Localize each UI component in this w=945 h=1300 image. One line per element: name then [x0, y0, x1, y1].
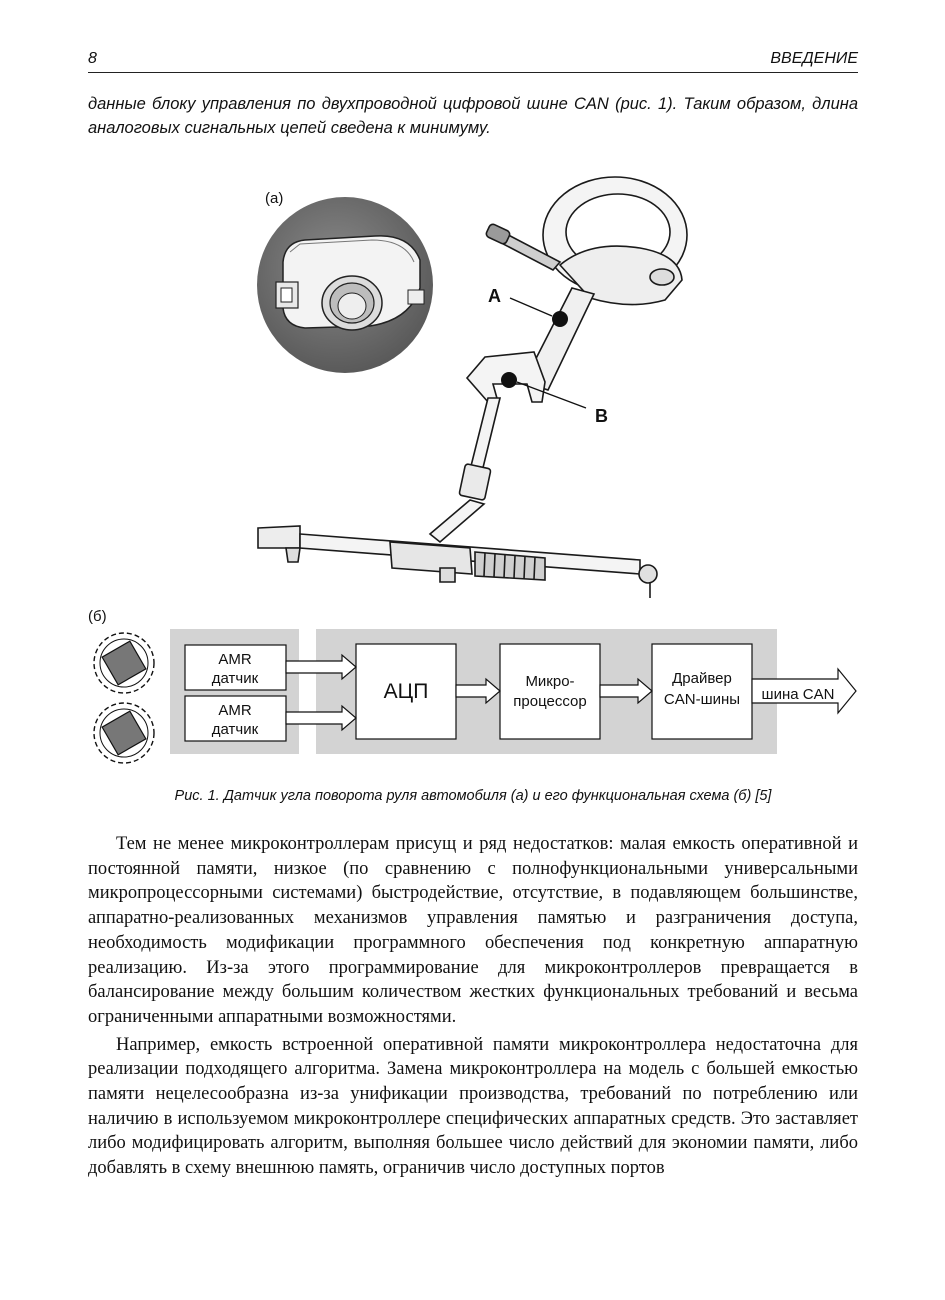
can-driver-line1: Драйвер — [672, 670, 732, 687]
figure-1 — [0, 170, 945, 810]
microprocessor-line1: Микро- — [525, 673, 575, 690]
microprocessor-line2: процессор — [513, 693, 587, 710]
can-bus-label: шина CAN — [761, 686, 835, 703]
figure-drawing — [0, 170, 945, 810]
point-a-label: A — [488, 286, 501, 306]
intro-paragraph: данные блоку управления по двухпроводной цифровой шине CAN (рис. 1). Таким образом, длина аналоговых сигнальных цепей сведена к минимуму. — [88, 95, 858, 137]
body-text — [88, 832, 858, 1184]
point-a-marker — [552, 311, 568, 327]
label-b: (б) — [88, 608, 107, 625]
chip-icon — [94, 703, 154, 763]
running-header — [88, 48, 858, 73]
amr-sensor-2-line2: датчик — [211, 721, 259, 738]
figure-caption: Рис. 1. Датчик угла поворота руля автомобиля (а) и его функциональная схема (б) [5] — [174, 788, 772, 804]
amr-sensor-1-line2: датчик — [211, 670, 259, 687]
microprocessor-block — [500, 644, 600, 739]
chip-icon — [94, 633, 154, 693]
amr-sensor-1-line1: AMR — [218, 651, 252, 668]
sensor-photo — [257, 197, 433, 373]
can-driver-line2: CAN-шины — [663, 691, 741, 708]
label-a: (а) — [265, 190, 284, 207]
paragraph: Например, емкость встроенной оперативной памяти микроконтроллера недостаточна для реализации подходящего алгоритма. Замена микроконтроллера на модель с большей емкостью памяти нецелесообразна из-за унификации производства, требований по потреблению или наличию в используемом микроконтроллере специфических аппаратных средств. Это заставляет либо модифицировать алгоритм, выполняя большее число действий для экономии памяти, либо добавлять в схему внешнюю память, ограничив число доступных портов — [88, 1034, 858, 1179]
paragraph: Тем не менее микроконтроллерам присущ и ряд недостатков: малая емкость оперативной и постоянной памяти, низкое (по сравнению с полнофункциональными универсальными микропроцессорными системами) быстродействие, отсутствие, в подавляющем большинстве, аппаратно-реализованных механизмов управления памятью и разграничения доступа, необходимость модификации программного обеспечения под конкретную аппаратную реализацию. Из-за этого программирование для микроконтроллеров превращается в балансирование между большим количеством жестких функциональных требований и весьма ограниченными аппаратными возможностями. — [88, 834, 858, 1027]
page-number: 8 — [88, 50, 97, 67]
point-b-label: B — [595, 406, 608, 426]
point-b-marker — [501, 372, 517, 388]
section-title: ВВЕДЕНИЕ — [770, 50, 858, 67]
adc-label: АЦП — [383, 680, 429, 703]
amr-sensor-2-line1: AMR — [218, 702, 252, 719]
